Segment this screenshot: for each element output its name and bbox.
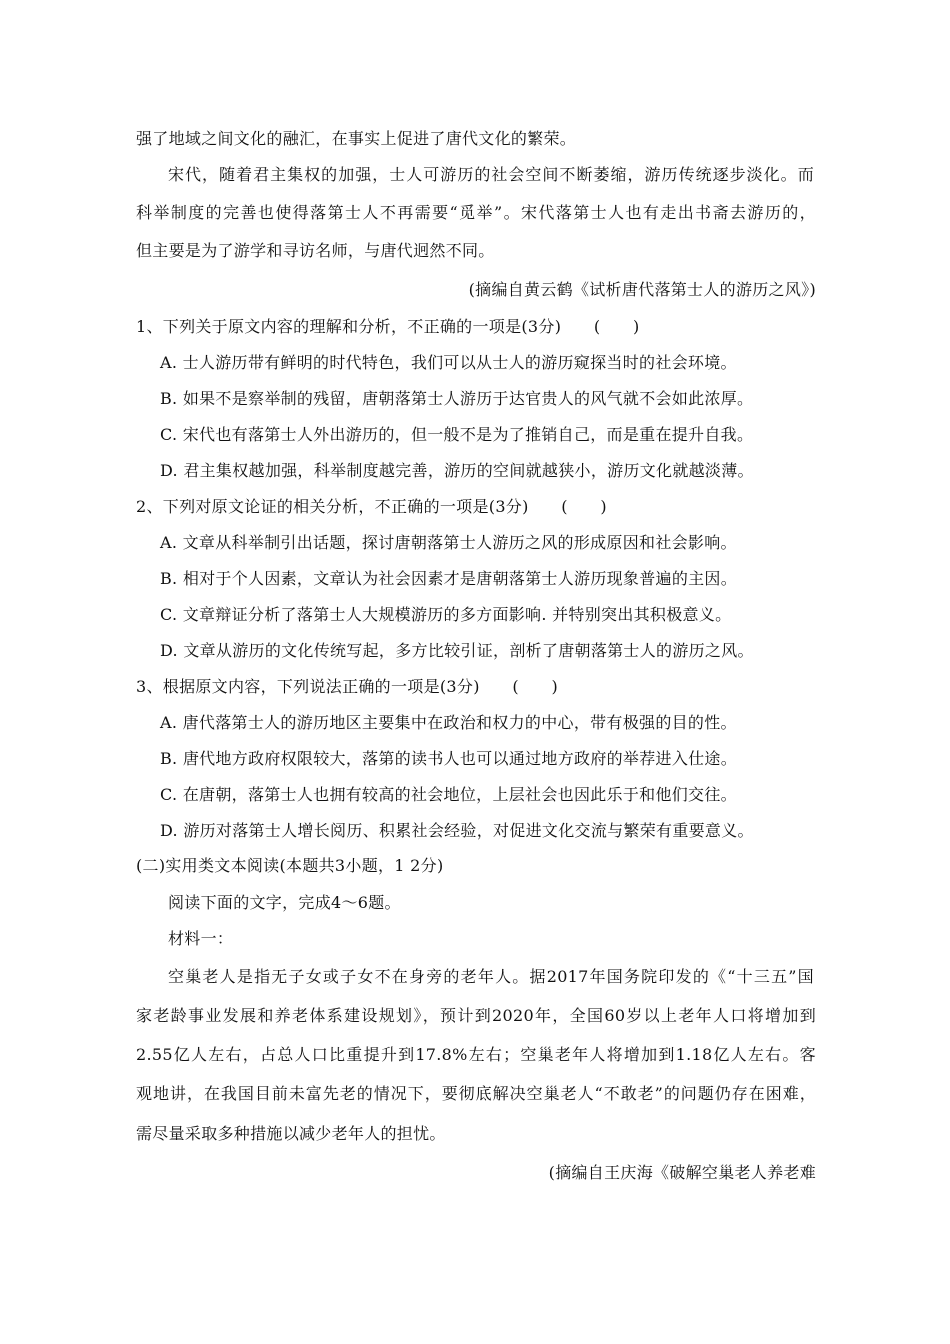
question-option: B. 唐代地方政府权限较大，落第的读书人也可以通过地方政府的举荐进入仕途。	[160, 749, 738, 768]
question-option: C. 宋代也有落第士人外出游历的，但一般不是为了推销自己，而是重在提升自我。	[160, 425, 754, 444]
passage-paragraph-line: 宋代，随着君主集权的加强，士人可游历的社会空间不断萎缩，游历传统逐步淡化。而	[168, 165, 814, 184]
material-paragraph-line: 家老龄事业发展和养老体系建设规划》，预计到2020年，全国60岁以上老年人口将增加到	[136, 1006, 816, 1025]
passage-paragraph-line: 但主要是为了游学和寻访名师，与唐代迥然不同。	[136, 241, 495, 260]
question-option: A. 文章从科举制引出话题，探讨唐朝落第士人游历之风的形成原因和社会影响。	[160, 533, 737, 552]
material-paragraph-line: 2.55亿人左右，占总人口比重提升到17.8%左右；空巢老年人将增加到1.18亿人左右。客	[136, 1045, 816, 1064]
question-option: D. 游历对落第士人增长阅历、积累社会经验，对促进文化交流与繁荣有重要意义。	[160, 821, 754, 840]
material-paragraph-line: 观地讲，在我国目前未富先老的情况下，要彻底解决空巢老人“不敢老”的问题仍存在困难，	[136, 1084, 816, 1103]
section-heading: (二)实用类文本阅读(本题共3小题，1 2分)	[136, 856, 444, 875]
material-label: 材料一：	[168, 929, 234, 948]
question-option: A. 唐代落第士人的游历地区主要集中在政治和权力的中心，带有极强的目的性。	[160, 713, 737, 732]
material-paragraph-line: 空巢老人是指无子女或子女不在身旁的老年人。据2017年国务院印发的《“十三五”国	[168, 967, 814, 986]
question-option: C. 在唐朝，落第士人也拥有较高的社会地位，上层社会也因此乐于和他们交往。	[160, 785, 737, 804]
passage-paragraph-end: 强了地域之间文化的融汇，在事实上促进了唐代文化的繁荣。	[136, 129, 577, 148]
question-option: B. 如果不是察举制的残留，唐朝落第士人游历于达官贵人的风气就不会如此浓厚。	[160, 389, 754, 408]
question-stem: 3、根据原文内容，下列说法正确的一项是(3分) ( )	[136, 677, 559, 696]
question-option: D. 文章从游历的文化传统写起，多方比较引证，剖析了唐朝落第士人的游历之风。	[160, 641, 754, 660]
question-option: A. 士人游历带有鲜明的时代特色，我们可以从士人的游历窥探当时的社会环境。	[160, 353, 737, 372]
question-stem: 1、下列关于原文内容的理解和分析，不正确的一项是(3分) ( )	[136, 317, 640, 336]
question-stem: 2、下列对原文论证的相关分析，不正确的一项是(3分) ( )	[136, 497, 607, 516]
passage-paragraph-line: 科举制度的完善也使得落第士人不再需要“觅举”。宋代落第士人也有走出书斋去游历的，	[136, 203, 816, 222]
question-option: C. 文章辩证分析了落第士人大规模游历的多方面影响. 并特别突出其积极意义。	[160, 605, 732, 624]
material-source: (摘编自王庆海《破解空巢老人养老难	[548, 1163, 816, 1182]
question-option: B. 相对于个人因素，文章认为社会因素才是唐朝落第士人游历现象普遍的主因。	[160, 569, 738, 588]
section-instruction: 阅读下面的文字，完成4～6题。	[168, 893, 401, 912]
question-option: D. 君主集权越加强，科举制度越完善，游历的空间就越狭小，游历文化就越淡薄。	[160, 461, 754, 480]
passage-source: (摘编自黄云鹤《试析唐代落第士人的游历之风》)	[468, 280, 816, 299]
material-paragraph-line: 需尽量采取多种措施以减少老年人的担忧。	[136, 1124, 446, 1143]
